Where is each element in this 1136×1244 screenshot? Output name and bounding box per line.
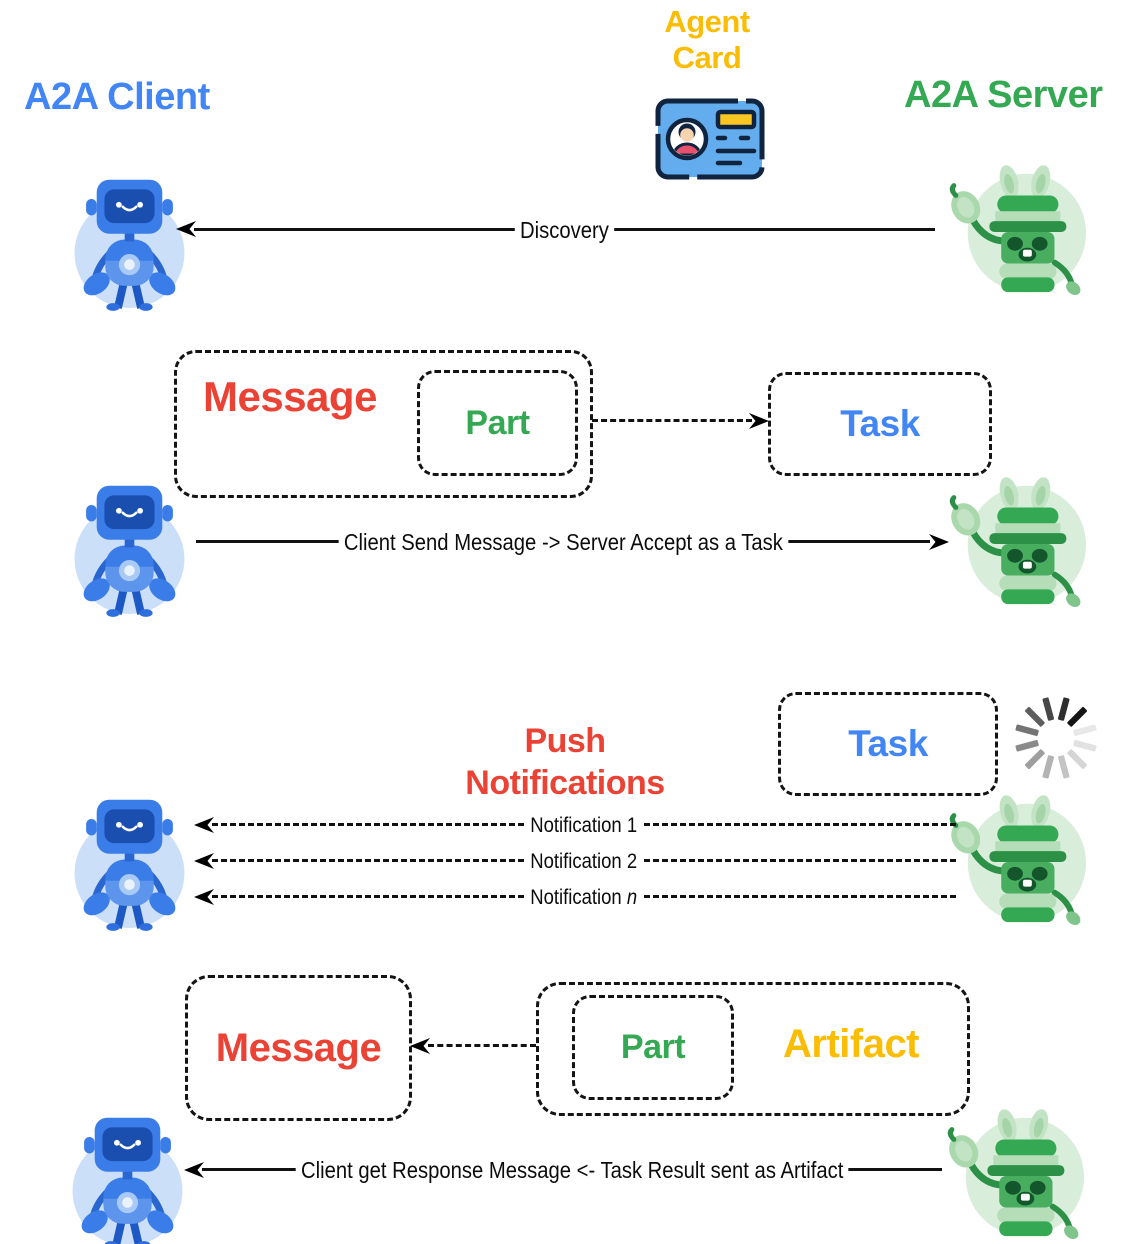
server-robot-avatar <box>944 786 1092 932</box>
a2a-server-title: A2A Server <box>904 74 1103 116</box>
task-box <box>768 372 992 476</box>
arrowhead-left-icon <box>410 1037 430 1055</box>
server-robot-avatar <box>944 156 1092 302</box>
part-box <box>572 995 734 1100</box>
message-label: Message <box>203 373 377 420</box>
task-label: Task <box>848 723 928 764</box>
part-label: Part <box>465 403 530 442</box>
client-robot-avatar <box>60 1106 195 1244</box>
artifact-label: Artifact <box>782 1022 920 1066</box>
client-robot-avatar <box>62 788 197 931</box>
part-box <box>417 370 578 476</box>
discovery-arrow-label: Discovery <box>194 217 935 243</box>
arrowhead-left-icon <box>194 816 214 834</box>
push-notifications-title <box>415 720 715 804</box>
a2a-client-title: A2A Client <box>24 76 210 118</box>
notification-arrow-label: Notification 1 <box>212 813 956 839</box>
notification-arrow-label: Notification n <box>212 885 956 911</box>
response-arrow-label: Client get Response Message <- Task Result sent as Artifact <box>202 1157 942 1183</box>
agent-card-icon <box>654 97 766 181</box>
arrowhead-right-icon <box>929 533 949 551</box>
message-to-task-connector <box>592 419 752 422</box>
artifact-to-message-connector <box>428 1044 536 1047</box>
task-label: Task <box>840 403 920 444</box>
agent-card-title <box>617 4 797 76</box>
task-box <box>778 692 998 796</box>
arrowhead-right-icon <box>749 412 769 430</box>
arrowhead-left-icon <box>194 852 214 870</box>
arrowhead-left-icon <box>176 220 196 238</box>
server-robot-avatar <box>942 1100 1090 1244</box>
server-robot-avatar <box>944 468 1092 614</box>
agent-card-title-line2: Card <box>672 40 742 75</box>
arrowhead-left-icon <box>184 1161 204 1179</box>
client-robot-avatar <box>62 168 197 311</box>
push-title-line2: Notifications <box>465 764 665 802</box>
push-title-line1: Push <box>524 722 606 760</box>
notification-arrow-label: Notification 2 <box>212 849 956 875</box>
part-label: Part <box>620 1028 686 1066</box>
message-label: Message <box>215 1025 382 1070</box>
task-spinner-icon <box>1010 692 1102 784</box>
message-box <box>185 975 412 1121</box>
agent-card-title-line1: Agent <box>664 4 750 39</box>
send-message-arrow-label: Client Send Message -> Server Accept as a Task <box>196 529 930 555</box>
arrowhead-left-icon <box>194 888 214 906</box>
client-robot-avatar <box>62 474 197 617</box>
